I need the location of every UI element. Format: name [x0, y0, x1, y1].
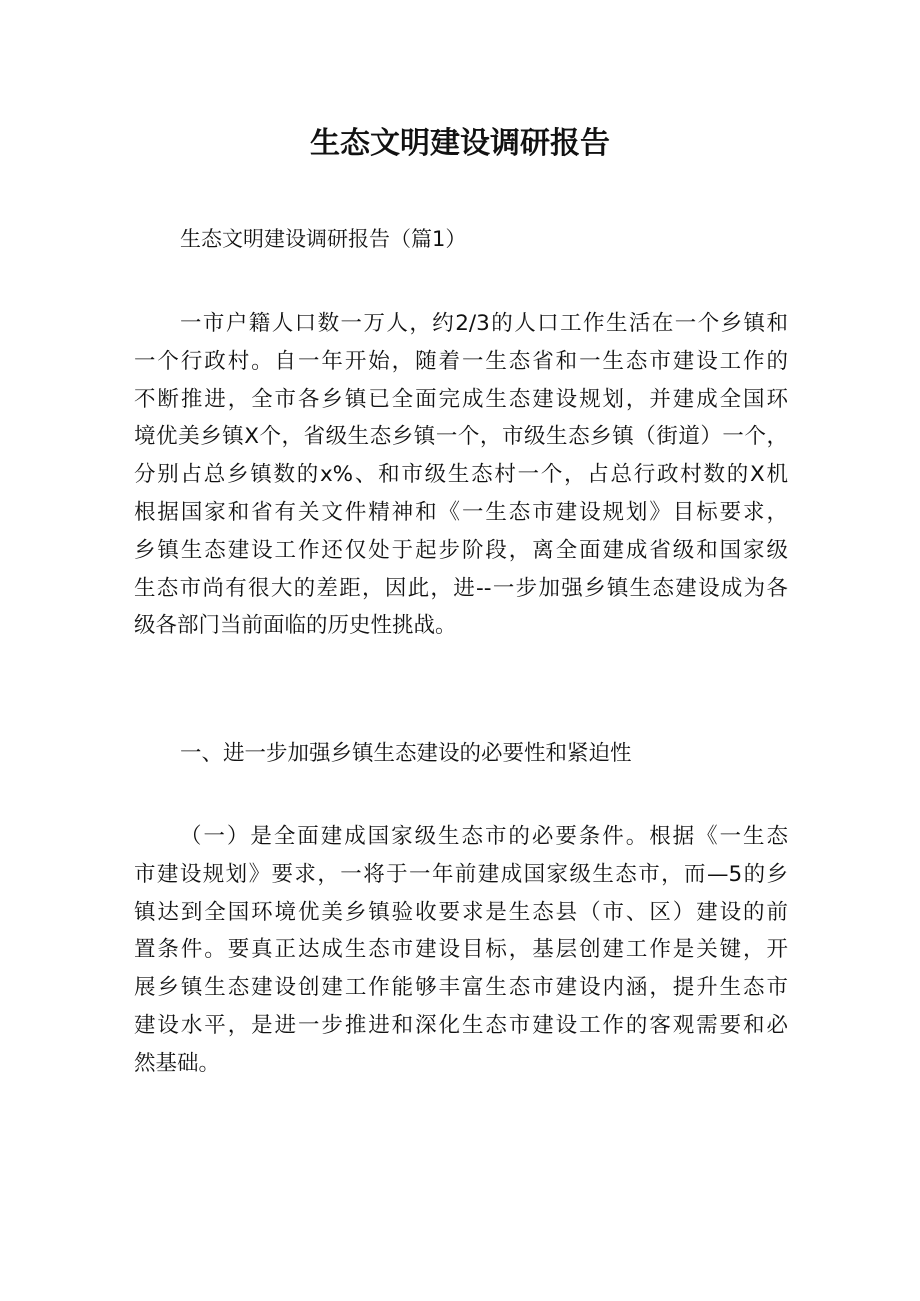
paragraph-line: 市建设规划》要求，一将于一年前建成国家级生态市，而—5的乡	[134, 861, 788, 887]
paragraph-line: 分别占总乡镇数的x%、和市级生态村一个，占总行政村数的X机	[134, 462, 788, 488]
document-subtitle: 生态文明建设调研报告（篇1）	[180, 227, 467, 251]
paragraph-line: 然基础。	[134, 1050, 221, 1076]
paragraph-line: 建设水平，是进一步推进和深化生态市建设工作的客观需要和必	[134, 1012, 788, 1038]
paragraph-line: 境优美乡镇X个，省级生态乡镇一个，市级生态乡镇（街道）一个，	[134, 424, 788, 450]
paragraph-line: 生态市尚有很大的差距，因此，进--一步加强乡镇生态建设成为各	[134, 575, 788, 601]
paragraph-line: 置条件。要真正达成生态市建设目标，基层创建工作是关键，开	[134, 937, 788, 963]
document-title: 生态文明建设调研报告	[310, 126, 610, 161]
paragraph-line: 展乡镇生态建设创建工作能够丰富生态市建设内涵，提升生态市	[134, 975, 788, 1001]
paragraph-line: （一）是全面建成国家级生态市的必要条件。根据《一生态	[180, 824, 788, 849]
paragraph-line: 级各部门当前面临的历史性挑战。	[134, 613, 457, 639]
paragraph-line: 一个行政村。自一年开始，随着一生态省和一生态市建设工作的	[134, 348, 788, 374]
paragraph-line: 不断推进，全市各乡镇已全面完成生态建设规划，并建成全国环	[134, 386, 788, 412]
paragraph-line: 一市户籍人口数一万人，约2/3的人口工作生活在一个乡镇和	[180, 311, 788, 336]
paragraph-line: 根据国家和省有关文件精神和《一生态市建设规划》目标要求，	[134, 499, 788, 525]
paragraph-intro	[134, 305, 788, 645]
paragraph-line: 镇达到全国环境优美乡镇验收要求是生态县（市、区）建设的前	[134, 899, 788, 925]
section-heading: 一、进一步加强乡镇生态建设的必要性和紧迫性	[180, 741, 632, 766]
paragraph-line: 乡镇生态建设工作还仅处于起步阶段，离全面建成省级和国家级	[134, 537, 788, 563]
paragraph-necessity	[134, 818, 788, 1083]
